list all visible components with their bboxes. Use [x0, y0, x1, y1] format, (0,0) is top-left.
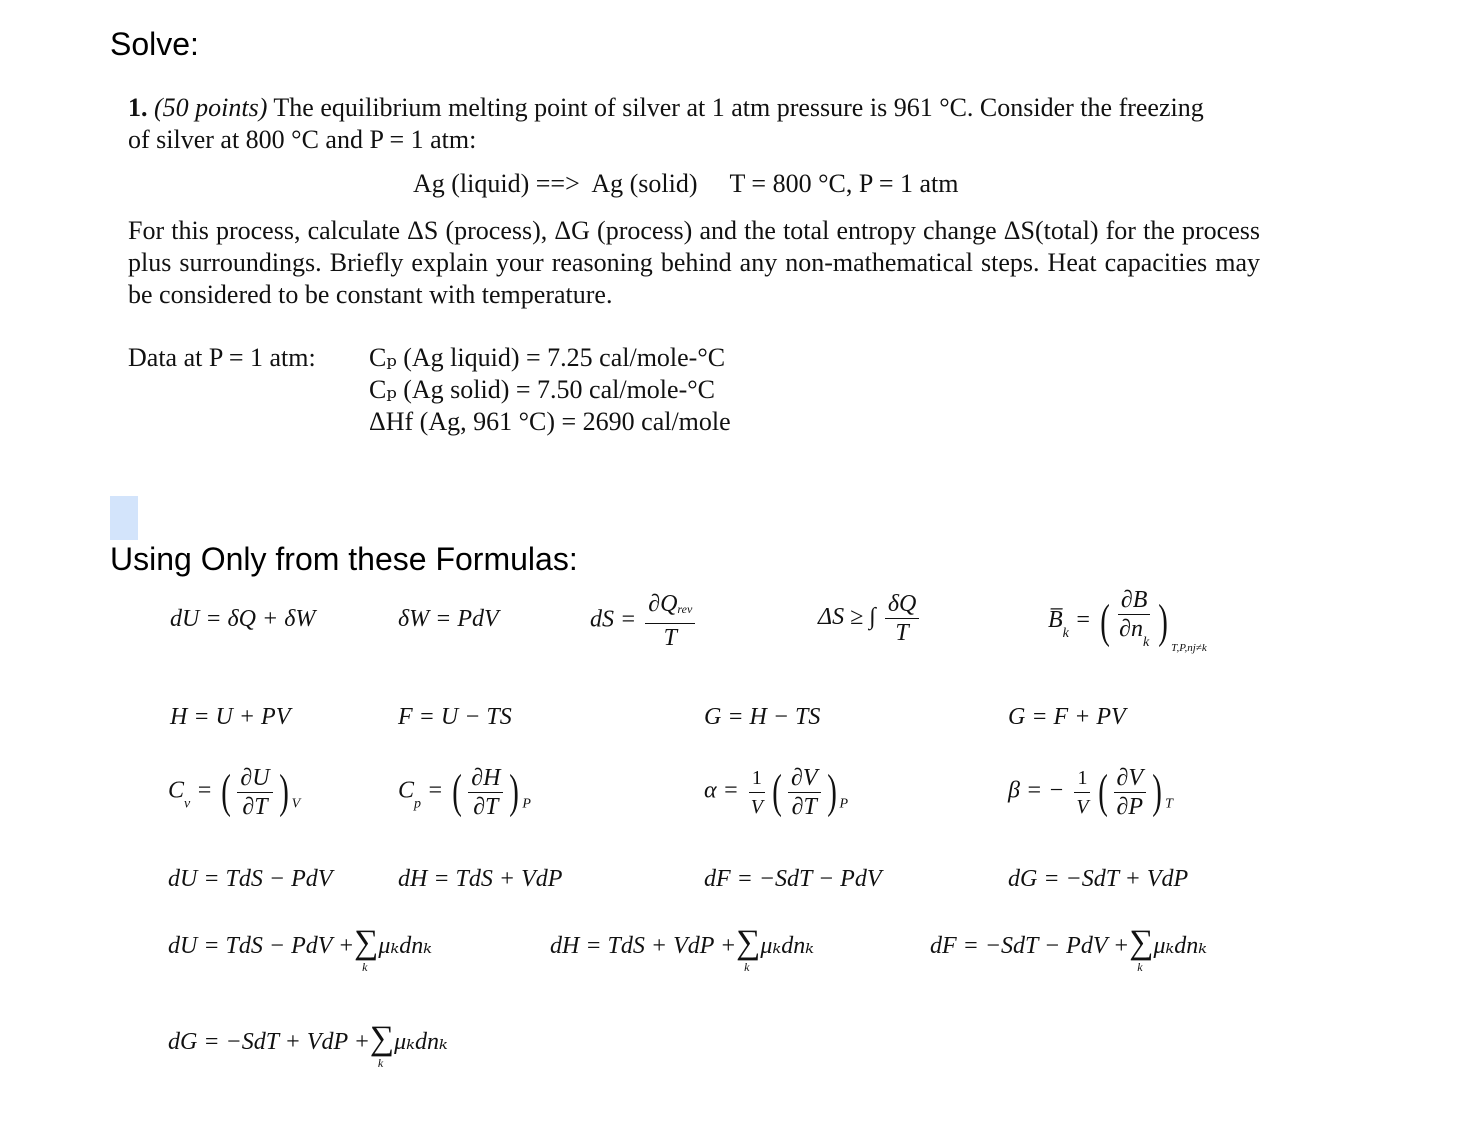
formula-df-open: dF = −SdT − PdV +∑ k μₖdnₖ — [930, 924, 1208, 974]
ds-fraction: $\frac{\text{∂Qrev}}{T}$ — [645, 590, 695, 652]
data-label: Data at P = 1 atm: — [128, 343, 316, 372]
formula-ds: dS = $\frac{\text{∂Qrev}}{T}$ — [590, 590, 698, 652]
formula-alpha: α = $\frac{1}{V}$ ( $\frac{\partial V}{\partial T}$ ) $_P$ — [704, 764, 849, 820]
problem-points: (50 points) — [154, 93, 268, 122]
formula-beta: β = − $\frac{1}{V}$ ( $\frac{\partial V}{\partial P}$ ) $_T$ — [1008, 764, 1173, 820]
formula-dh-open: dH = TdS + VdP +∑ k μₖdnₖ — [550, 924, 814, 974]
formula-enthalpy: H = U + PV — [170, 704, 291, 730]
problem-line-1 — [128, 92, 1263, 124]
formula-dw: δW = PdV — [398, 606, 499, 632]
formula-helmholtz: F = U − TS — [398, 704, 512, 730]
data-cp-liquid: Cₚ (Ag liquid) = 7.25 cal/mole-°C — [369, 343, 726, 372]
text-selection-highlight — [110, 496, 138, 540]
summation-icon: ∑ k — [1129, 924, 1154, 974]
formula-dh-fundamental: dH = TdS + VdP — [398, 866, 563, 892]
problem-intro — [128, 92, 1263, 156]
formula-gibbs-h: G = H − TS — [704, 704, 821, 730]
summation-icon: ∑ k — [369, 1020, 395, 1070]
summation-icon: ∑ k — [354, 924, 379, 974]
problem-number: 1. — [128, 93, 148, 122]
formula-du-fundamental: dU = TdS − PdV — [168, 866, 333, 892]
formula-dg-open: dG = −SdT + VdP +∑ k μₖdnₖ — [168, 1020, 448, 1070]
formula-dg-fundamental: dG = −SdT + VdP — [1008, 866, 1189, 892]
reaction-line: Ag (liquid) ==> Ag (solid) T = 800 °C, P = 1 atm — [413, 169, 959, 198]
formulas-heading: Using Only from these Formulas: — [110, 541, 578, 577]
formula-cp: $C_p$ = ( $\frac{\partial H}{\partial T}$ ) $_P$ — [398, 764, 531, 820]
data-delta-hf: ΔHf (Ag, 961 °C) = 2690 cal/mole — [369, 407, 731, 436]
formula-partial-molar: $B̅_k$ = ( $\frac{\partial B}{\partial n_k}$ )$_{T,P,nj\ne k}$ — [1048, 587, 1207, 655]
formula-df-fundamental: dF = −SdT − PdV — [704, 866, 882, 892]
data-cp-solid: Cₚ (Ag solid) = 7.50 cal/mole-°C — [369, 375, 715, 404]
problem-intro-line2: of silver at 800 °C and P = 1 atm: — [128, 125, 477, 154]
formula-clausius: ΔS ≥ ∫ $\frac{\delta Q}{T}$ — [818, 590, 922, 647]
formula-gibbs-f: G = F + PV — [1008, 704, 1126, 730]
summation-icon: ∑ k — [736, 924, 761, 974]
formula-cv: $C_v$ = ( $\frac{\partial U}{\partial T}$ ) $_V$ — [168, 764, 301, 820]
problem-intro-line1: The equilibrium melting point of silver at 1 atm pressure is 961 °C. Consider the freezing — [267, 93, 1204, 122]
data-list — [369, 342, 731, 438]
formula-du-basic: dU = δQ + δW — [170, 606, 316, 632]
problem-task: For this process, calculate ΔS (process), ΔG (process) and the total entropy change ΔS(total) for the process plus surroundings. Briefly explain your reasoning behind any non-mathematical steps. Heat capacities may be considered to be constant with temperature. — [128, 216, 1260, 309]
solve-heading: Solve: — [110, 26, 199, 62]
formula-du-open: dU = TdS − PdV +∑ k μₖdnₖ — [168, 924, 432, 974]
